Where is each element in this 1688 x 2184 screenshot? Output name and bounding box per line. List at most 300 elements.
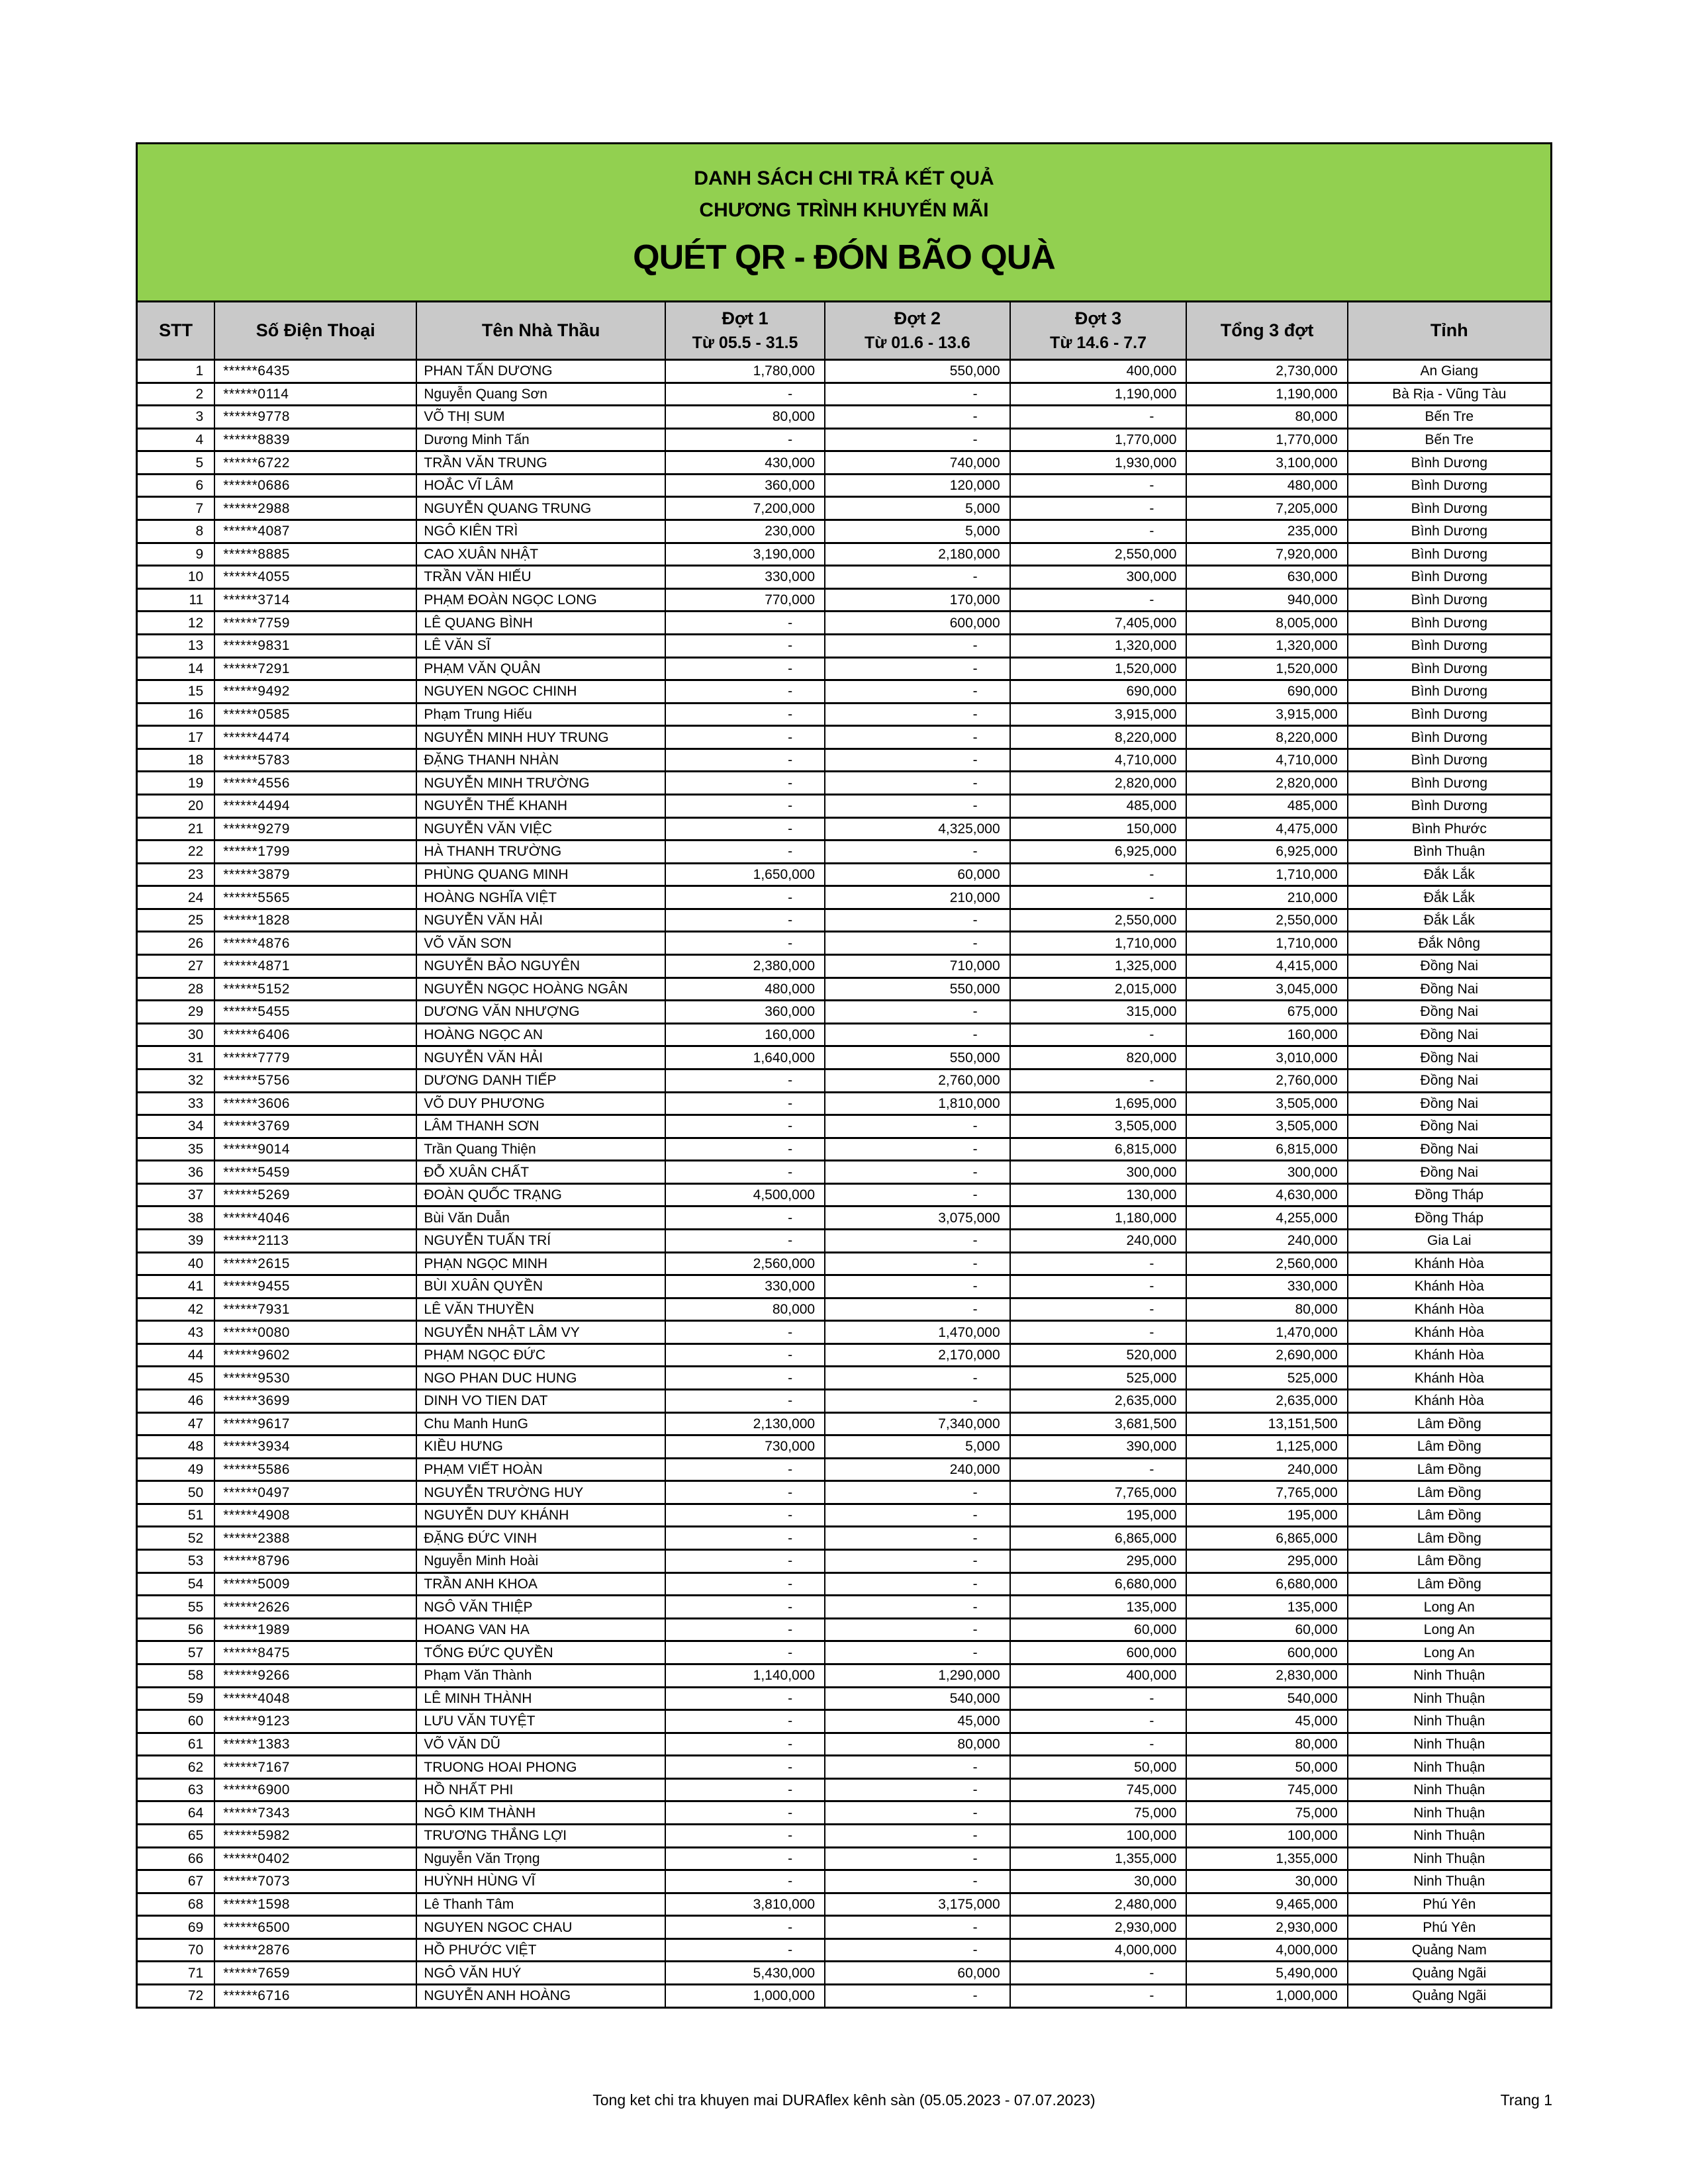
total-cell: 80,000 bbox=[1186, 1734, 1346, 1755]
total-cell: 80,000 bbox=[1186, 1299, 1346, 1320]
stt-cell: 68 bbox=[187, 1897, 204, 1913]
dot1-cell: - bbox=[665, 384, 824, 405]
stt-cell: 61 bbox=[187, 1736, 204, 1752]
province-cell: Quảng Ngãi bbox=[1347, 1962, 1550, 1983]
total-cell: 675,000 bbox=[1186, 1001, 1346, 1023]
total-cell: 3,915,000 bbox=[1186, 704, 1346, 725]
dot3-cell: 295,000 bbox=[1009, 1551, 1186, 1572]
table-row bbox=[138, 1525, 1550, 1549]
dot2-cell: - bbox=[824, 1985, 1009, 2007]
dot2-cell: - bbox=[824, 1825, 1009, 1846]
dot3-cell: - bbox=[1009, 475, 1186, 496]
dot2-cell: - bbox=[824, 1253, 1009, 1275]
phone-cell: ******9778 bbox=[214, 406, 416, 428]
total-cell: 210,000 bbox=[1186, 887, 1346, 908]
dot3-cell: 745,000 bbox=[1009, 1780, 1186, 1801]
stt-cell: 38 bbox=[187, 1210, 204, 1226]
dot3-cell: 50,000 bbox=[1009, 1756, 1186, 1778]
dot2-cell: 45,000 bbox=[824, 1711, 1009, 1732]
table-row bbox=[138, 1823, 1550, 1846]
dot1-cell: 2,130,000 bbox=[665, 1414, 824, 1435]
stt-cell: 32 bbox=[187, 1073, 204, 1089]
dot1-cell: - bbox=[665, 1871, 824, 1892]
dot1-cell: - bbox=[665, 1230, 824, 1251]
dot2-cell: - bbox=[824, 1482, 1009, 1503]
stt-cell: 71 bbox=[187, 1965, 204, 1981]
column-header-subtitle: Từ 05.5 - 31.5 bbox=[692, 333, 798, 352]
name-cell: Phạm Trung Hiếu bbox=[416, 704, 665, 725]
province-cell: Bà Rịa - Vũng Tàu bbox=[1347, 384, 1550, 405]
dot3-cell: - bbox=[1009, 864, 1186, 886]
dot3-cell: 400,000 bbox=[1009, 1665, 1186, 1686]
dot1-cell: - bbox=[665, 727, 824, 748]
dot2-cell: - bbox=[824, 1139, 1009, 1160]
province-cell: Bình Dương bbox=[1347, 567, 1550, 588]
table-row bbox=[138, 1023, 1550, 1046]
name-cell: LÊ VĂN SĨ bbox=[416, 635, 665, 657]
total-cell: 6,815,000 bbox=[1186, 1139, 1346, 1160]
table-body bbox=[138, 359, 1550, 2007]
dot2-cell: - bbox=[824, 406, 1009, 428]
name-cell: LÊ QUANG BÌNH bbox=[416, 612, 665, 633]
name-cell: ĐOÀN QUỐC TRẠNG bbox=[416, 1185, 665, 1206]
phone-cell: ******3714 bbox=[214, 590, 416, 611]
phone-cell: ******5269 bbox=[214, 1185, 416, 1206]
stt-cell: 70 bbox=[187, 1942, 204, 1958]
dot3-cell: 400,000 bbox=[1009, 361, 1186, 382]
name-cell: NGUYỄN DUY KHÁNH bbox=[416, 1505, 665, 1526]
table-header-row bbox=[138, 300, 1550, 359]
dot2-cell: - bbox=[824, 841, 1009, 862]
province-cell: Đồng Tháp bbox=[1347, 1207, 1550, 1228]
phone-cell: ******9014 bbox=[214, 1139, 416, 1160]
column-header-dot1 bbox=[665, 302, 824, 359]
phone-cell: ******0402 bbox=[214, 1848, 416, 1870]
phone-cell: ******7659 bbox=[214, 1962, 416, 1983]
table-row bbox=[138, 770, 1550, 794]
dot1-cell: - bbox=[665, 1848, 824, 1870]
dot1-cell: 80,000 bbox=[665, 1299, 824, 1320]
dot2-cell: - bbox=[824, 1551, 1009, 1572]
dot1-cell: - bbox=[665, 659, 824, 680]
province-cell: Phú Yên bbox=[1347, 1917, 1550, 1938]
dot3-cell: - bbox=[1009, 1985, 1186, 2007]
stt-cell: 37 bbox=[187, 1187, 204, 1203]
column-header-label: Số Điện Thoại bbox=[256, 320, 375, 340]
total-cell: 75,000 bbox=[1186, 1802, 1346, 1823]
stt-cell: 7 bbox=[195, 500, 204, 516]
dot3-cell: 60,000 bbox=[1009, 1619, 1186, 1641]
dot3-cell: 2,820,000 bbox=[1009, 772, 1186, 794]
total-cell: 330,000 bbox=[1186, 1276, 1346, 1297]
phone-cell: ******6435 bbox=[214, 361, 416, 382]
table-row bbox=[138, 1205, 1550, 1228]
phone-cell: ******4908 bbox=[214, 1505, 416, 1526]
dot3-cell: - bbox=[1009, 1459, 1186, 1480]
table-row bbox=[138, 1228, 1550, 1251]
total-cell: 60,000 bbox=[1186, 1619, 1346, 1641]
dot2-cell: 5,000 bbox=[824, 1436, 1009, 1457]
phone-cell: ******4055 bbox=[214, 567, 416, 588]
province-cell: Bến Tre bbox=[1347, 406, 1550, 428]
stt-cell: 28 bbox=[187, 981, 204, 997]
province-cell: Bình Dương bbox=[1347, 475, 1550, 496]
dot3-cell: 30,000 bbox=[1009, 1871, 1186, 1892]
dot3-cell: 1,695,000 bbox=[1009, 1093, 1186, 1115]
province-cell: Đắk Lắk bbox=[1347, 887, 1550, 908]
dot2-cell: 600,000 bbox=[824, 612, 1009, 633]
table-row bbox=[138, 1663, 1550, 1686]
name-cell: TRẦN VĂN TRUNG bbox=[416, 452, 665, 473]
province-cell: Đồng Tháp bbox=[1347, 1185, 1550, 1206]
dot1-cell: 1,780,000 bbox=[665, 361, 824, 382]
stt-cell: 54 bbox=[187, 1576, 204, 1592]
dot1-cell: - bbox=[665, 1756, 824, 1778]
dot1-cell: - bbox=[665, 1940, 824, 1961]
dot1-cell: - bbox=[665, 1574, 824, 1595]
province-cell: Đồng Nai bbox=[1347, 979, 1550, 1000]
dot2-cell: - bbox=[824, 1367, 1009, 1388]
phone-cell: ******9123 bbox=[214, 1711, 416, 1732]
total-cell: 160,000 bbox=[1186, 1024, 1346, 1046]
dot3-cell: - bbox=[1009, 1688, 1186, 1709]
province-cell: Ninh Thuận bbox=[1347, 1780, 1550, 1801]
table-row bbox=[138, 1434, 1550, 1457]
province-cell: Long An bbox=[1347, 1642, 1550, 1663]
dot3-cell: - bbox=[1009, 887, 1186, 908]
stt-cell: 45 bbox=[187, 1370, 204, 1386]
table-row bbox=[138, 1365, 1550, 1388]
table-row bbox=[138, 817, 1550, 840]
dot3-cell: - bbox=[1009, 1070, 1186, 1091]
total-cell: 2,830,000 bbox=[1186, 1665, 1346, 1686]
dot2-cell: - bbox=[824, 1917, 1009, 1938]
province-cell: Bình Dương bbox=[1347, 452, 1550, 473]
phone-cell: ******9266 bbox=[214, 1665, 416, 1686]
dot3-cell: 6,680,000 bbox=[1009, 1574, 1186, 1595]
phone-cell: ******7779 bbox=[214, 1047, 416, 1068]
name-cell: ĐẶNG THANH NHÀN bbox=[416, 750, 665, 771]
column-header-label: Đợt 1 bbox=[722, 308, 769, 328]
dot1-cell: 360,000 bbox=[665, 475, 824, 496]
province-cell: Khánh Hòa bbox=[1347, 1253, 1550, 1275]
dot1-cell: 3,810,000 bbox=[665, 1894, 824, 1915]
column-header-label: Tổng 3 đợt bbox=[1220, 320, 1314, 340]
dot3-cell: 690,000 bbox=[1009, 681, 1186, 702]
phone-cell: ******6406 bbox=[214, 1024, 416, 1046]
name-cell: NGUYỄN VĂN HẢI bbox=[416, 1047, 665, 1068]
dot1-cell: - bbox=[665, 796, 824, 817]
table-row bbox=[138, 1137, 1550, 1160]
dot1-cell: 770,000 bbox=[665, 590, 824, 611]
total-cell: 690,000 bbox=[1186, 681, 1346, 702]
dot1-cell: - bbox=[665, 1802, 824, 1823]
province-cell: Đắk Nông bbox=[1347, 933, 1550, 954]
stt-cell: 63 bbox=[187, 1782, 204, 1798]
dot2-cell: - bbox=[824, 384, 1009, 405]
dot3-cell: 2,635,000 bbox=[1009, 1390, 1186, 1412]
table-row bbox=[138, 839, 1550, 862]
name-cell: LÊ VĂN THUYỀN bbox=[416, 1299, 665, 1320]
total-cell: 1,355,000 bbox=[1186, 1848, 1346, 1870]
stt-cell: 3 bbox=[195, 409, 204, 425]
total-cell: 1,000,000 bbox=[1186, 1985, 1346, 2007]
province-cell: Đồng Nai bbox=[1347, 1139, 1550, 1160]
column-header-dot3 bbox=[1009, 302, 1186, 359]
footer-summary: Tong ket chi tra khuyen mai DURAflex kênh sàn (05.05.2023 - 07.07.2023) bbox=[592, 2091, 1096, 2109]
dot1-cell: - bbox=[665, 1482, 824, 1503]
total-cell: 4,710,000 bbox=[1186, 750, 1346, 771]
dot1-cell: - bbox=[665, 612, 824, 633]
province-cell: Lâm Đồng bbox=[1347, 1527, 1550, 1549]
dot2-cell: 5,000 bbox=[824, 521, 1009, 542]
column-header-province bbox=[1347, 302, 1550, 359]
stt-cell: 49 bbox=[187, 1462, 204, 1478]
stt-cell: 55 bbox=[187, 1599, 204, 1615]
dot2-cell: - bbox=[824, 1001, 1009, 1023]
phone-cell: ******1598 bbox=[214, 1894, 416, 1915]
stt-cell: 66 bbox=[187, 1850, 204, 1866]
dot1-cell: 160,000 bbox=[665, 1024, 824, 1046]
dot2-cell: - bbox=[824, 1619, 1009, 1641]
stt-cell: 6 bbox=[195, 478, 204, 494]
dot3-cell: - bbox=[1009, 1253, 1186, 1275]
column-header-phone bbox=[214, 302, 416, 359]
name-cell: HOÀNG NGỌC AN bbox=[416, 1024, 665, 1046]
province-cell: Đắk Lắk bbox=[1347, 864, 1550, 886]
total-cell: 2,550,000 bbox=[1186, 910, 1346, 931]
table-row bbox=[138, 931, 1550, 954]
stt-cell: 51 bbox=[187, 1508, 204, 1524]
phone-cell: ******1383 bbox=[214, 1734, 416, 1755]
province-cell: Bình Dương bbox=[1347, 681, 1550, 702]
dot2-cell: 240,000 bbox=[824, 1459, 1009, 1480]
province-cell: Ninh Thuận bbox=[1347, 1711, 1550, 1732]
dot3-cell: 1,180,000 bbox=[1009, 1207, 1186, 1228]
total-cell: 5,490,000 bbox=[1186, 1962, 1346, 1983]
dot2-cell: - bbox=[824, 681, 1009, 702]
dot3-cell: 820,000 bbox=[1009, 1047, 1186, 1068]
dot2-cell: 3,075,000 bbox=[824, 1207, 1009, 1228]
dot3-cell: 1,930,000 bbox=[1009, 452, 1186, 473]
stt-cell: 43 bbox=[187, 1324, 204, 1340]
dot1-cell: - bbox=[665, 1139, 824, 1160]
province-cell: Gia Lai bbox=[1347, 1230, 1550, 1251]
name-cell: NGUYỄN MINH TRƯỜNG bbox=[416, 772, 665, 794]
dot2-cell: 5,000 bbox=[824, 498, 1009, 519]
province-cell: Lâm Đồng bbox=[1347, 1551, 1550, 1572]
stt-cell: 46 bbox=[187, 1393, 204, 1409]
dot2-cell: - bbox=[824, 1940, 1009, 1961]
stt-cell: 59 bbox=[187, 1690, 204, 1706]
phone-cell: ******5565 bbox=[214, 887, 416, 908]
dot2-cell: 80,000 bbox=[824, 1734, 1009, 1755]
dot2-cell: - bbox=[824, 910, 1009, 931]
table-row bbox=[138, 1114, 1550, 1137]
stt-cell: 67 bbox=[187, 1874, 204, 1889]
dot2-cell: - bbox=[824, 1185, 1009, 1206]
province-cell: Lâm Đồng bbox=[1347, 1459, 1550, 1480]
dot3-cell: 2,480,000 bbox=[1009, 1894, 1186, 1915]
province-cell: Long An bbox=[1347, 1619, 1550, 1641]
dot3-cell: 1,190,000 bbox=[1009, 384, 1186, 405]
name-cell: PHẠM ĐOÀN NGỌC LONG bbox=[416, 590, 665, 611]
dot2-cell: - bbox=[824, 1642, 1009, 1663]
table-row bbox=[138, 862, 1550, 886]
table-row bbox=[138, 542, 1550, 565]
stt-cell: 4 bbox=[195, 432, 204, 448]
name-cell: NGUYEN NGOC CHAU bbox=[416, 1917, 665, 1938]
phone-cell: ******4046 bbox=[214, 1207, 416, 1228]
province-cell: Lâm Đồng bbox=[1347, 1436, 1550, 1457]
dot2-cell: 550,000 bbox=[824, 1047, 1009, 1068]
total-cell: 2,930,000 bbox=[1186, 1917, 1346, 1938]
table-row bbox=[138, 633, 1550, 657]
dot3-cell: 1,520,000 bbox=[1009, 659, 1186, 680]
name-cell: TỐNG ĐỨC QUYỀN bbox=[416, 1642, 665, 1663]
province-cell: Đồng Nai bbox=[1347, 1116, 1550, 1137]
phone-cell: ******6500 bbox=[214, 1917, 416, 1938]
province-cell: Ninh Thuận bbox=[1347, 1734, 1550, 1755]
name-cell: Trần Quang Thiện bbox=[416, 1139, 665, 1160]
total-cell: 1,125,000 bbox=[1186, 1436, 1346, 1457]
total-cell: 1,470,000 bbox=[1186, 1322, 1346, 1343]
dot1-cell: - bbox=[665, 704, 824, 725]
dot3-cell: 600,000 bbox=[1009, 1642, 1186, 1663]
phone-cell: ******3934 bbox=[214, 1436, 416, 1457]
phone-cell: ******9455 bbox=[214, 1276, 416, 1297]
name-cell: NGUYỄN ANH HOÀNG bbox=[416, 1985, 665, 2007]
name-cell: PHÙNG QUANG MINH bbox=[416, 864, 665, 886]
phone-cell: ******8475 bbox=[214, 1642, 416, 1663]
table-row bbox=[138, 1778, 1550, 1801]
dot1-cell: 430,000 bbox=[665, 452, 824, 473]
table-row bbox=[138, 1388, 1550, 1412]
dot2-cell: 2,180,000 bbox=[824, 544, 1009, 565]
table-row bbox=[138, 679, 1550, 702]
stt-cell: 31 bbox=[187, 1050, 204, 1066]
dot2-cell: 60,000 bbox=[824, 1962, 1009, 1983]
province-cell: Khánh Hòa bbox=[1347, 1322, 1550, 1343]
stt-cell: 35 bbox=[187, 1141, 204, 1157]
dot2-cell: 740,000 bbox=[824, 452, 1009, 473]
total-cell: 1,710,000 bbox=[1186, 864, 1346, 886]
dot2-cell: 7,340,000 bbox=[824, 1414, 1009, 1435]
dot2-cell: 710,000 bbox=[824, 956, 1009, 977]
table-row bbox=[138, 1846, 1550, 1870]
province-cell: Ninh Thuận bbox=[1347, 1802, 1550, 1823]
province-cell: Lâm Đồng bbox=[1347, 1505, 1550, 1526]
dot2-cell: 2,170,000 bbox=[824, 1345, 1009, 1366]
phone-cell: ******5009 bbox=[214, 1574, 416, 1595]
name-cell: DINH VO TIEN DAT bbox=[416, 1390, 665, 1412]
total-cell: 3,010,000 bbox=[1186, 1047, 1346, 1068]
dot2-cell: - bbox=[824, 1161, 1009, 1183]
name-cell: Chu Manh HunG bbox=[416, 1414, 665, 1435]
province-cell: Bình Dương bbox=[1347, 521, 1550, 542]
dot1-cell: 730,000 bbox=[665, 1436, 824, 1457]
stt-cell: 19 bbox=[187, 775, 204, 791]
phone-cell: ******5459 bbox=[214, 1161, 416, 1183]
dot2-cell: - bbox=[824, 933, 1009, 954]
province-cell: Lâm Đồng bbox=[1347, 1414, 1550, 1435]
dot1-cell: - bbox=[665, 910, 824, 931]
province-cell: Long An bbox=[1347, 1596, 1550, 1617]
stt-cell: 39 bbox=[187, 1233, 204, 1249]
province-cell: Khánh Hòa bbox=[1347, 1345, 1550, 1366]
dot3-cell: 150,000 bbox=[1009, 819, 1186, 840]
dot2-cell: 210,000 bbox=[824, 887, 1009, 908]
table-row bbox=[138, 610, 1550, 633]
dot3-cell: 7,765,000 bbox=[1009, 1482, 1186, 1503]
total-cell: 1,190,000 bbox=[1186, 384, 1346, 405]
name-cell: VÕ DUY PHƯƠNG bbox=[416, 1093, 665, 1115]
stt-cell: 5 bbox=[195, 455, 204, 471]
dot3-cell: 6,925,000 bbox=[1009, 841, 1186, 862]
dot2-cell: - bbox=[824, 1574, 1009, 1595]
total-cell: 480,000 bbox=[1186, 475, 1346, 496]
province-cell: Bình Dương bbox=[1347, 727, 1550, 748]
dot2-cell: 4,325,000 bbox=[824, 819, 1009, 840]
stt-cell: 33 bbox=[187, 1095, 204, 1111]
table-row bbox=[138, 1045, 1550, 1068]
stt-cell: 62 bbox=[187, 1759, 204, 1775]
dot2-cell: 3,175,000 bbox=[824, 1894, 1009, 1915]
stt-cell: 1 bbox=[195, 363, 204, 379]
stt-cell: 8 bbox=[195, 523, 204, 539]
payout-table bbox=[136, 142, 1552, 2009]
dot2-cell: - bbox=[824, 750, 1009, 771]
name-cell: NGUYỄN VĂN HẢI bbox=[416, 910, 665, 931]
column-header-label: Đợt 3 bbox=[1074, 308, 1122, 328]
dot1-cell: - bbox=[665, 819, 824, 840]
total-cell: 195,000 bbox=[1186, 1505, 1346, 1526]
total-cell: 100,000 bbox=[1186, 1825, 1346, 1846]
dot1-cell: 1,140,000 bbox=[665, 1665, 824, 1686]
dot1-cell: - bbox=[665, 1551, 824, 1572]
province-cell: Bình Dương bbox=[1347, 704, 1550, 725]
phone-cell: ******3606 bbox=[214, 1093, 416, 1115]
table-row bbox=[138, 1594, 1550, 1617]
dot3-cell: 1,320,000 bbox=[1009, 635, 1186, 657]
total-cell: 2,690,000 bbox=[1186, 1345, 1346, 1366]
province-cell: Quảng Ngãi bbox=[1347, 1985, 1550, 2007]
stt-cell: 41 bbox=[187, 1279, 204, 1295]
table-row bbox=[138, 450, 1550, 473]
stt-cell: 34 bbox=[187, 1118, 204, 1134]
total-cell: 940,000 bbox=[1186, 590, 1346, 611]
province-cell: Đắk Lắk bbox=[1347, 910, 1550, 931]
table-row bbox=[138, 885, 1550, 908]
phone-cell: ******3769 bbox=[214, 1116, 416, 1137]
name-cell: LÂM THANH SƠN bbox=[416, 1116, 665, 1137]
footer-page-number: Trang 1 bbox=[1500, 2091, 1552, 2109]
stt-cell: 64 bbox=[187, 1805, 204, 1821]
table-row bbox=[138, 1640, 1550, 1663]
table-row bbox=[138, 1869, 1550, 1892]
total-cell: 7,765,000 bbox=[1186, 1482, 1346, 1503]
province-cell: Bình Dương bbox=[1347, 498, 1550, 519]
name-cell: LÊ MINH THÀNH bbox=[416, 1688, 665, 1709]
dot1-cell: - bbox=[665, 1070, 824, 1091]
province-cell: Đồng Nai bbox=[1347, 956, 1550, 977]
phone-cell: ******5455 bbox=[214, 1001, 416, 1023]
dot1-cell: - bbox=[665, 1527, 824, 1549]
name-cell: ĐỖ XUÂN CHẤT bbox=[416, 1161, 665, 1183]
dot1-cell: 1,640,000 bbox=[665, 1047, 824, 1068]
total-cell: 6,680,000 bbox=[1186, 1574, 1346, 1595]
stt-cell: 52 bbox=[187, 1530, 204, 1546]
